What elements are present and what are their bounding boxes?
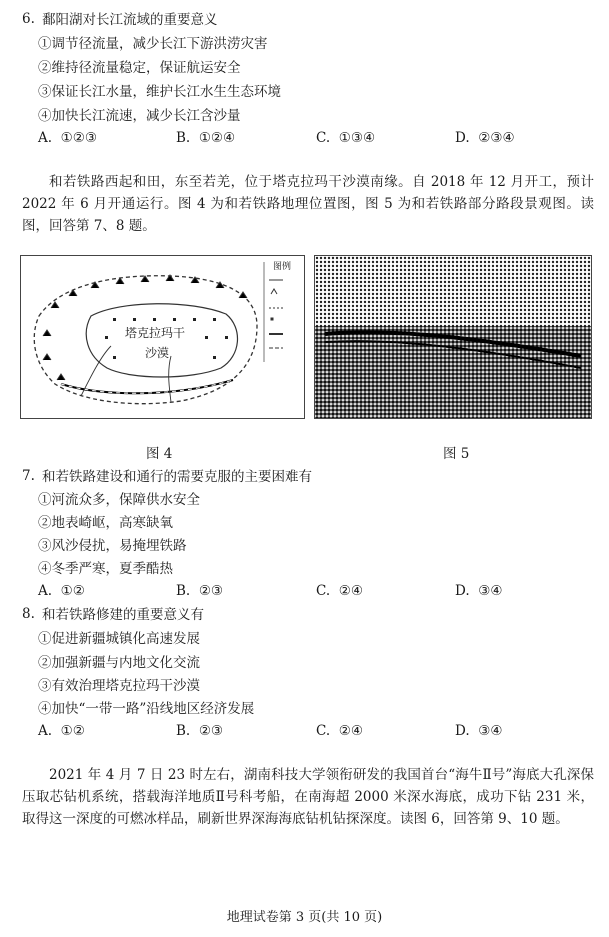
q8-item-2: ②加强新疆与内地文化交流	[38, 655, 200, 671]
q7-item-2: ②地表崎岖，高寒缺氧	[38, 515, 173, 531]
q7-item-1: ①河流众多，保障供水安全	[38, 492, 200, 508]
q8-option-b: B. ②③	[176, 723, 224, 739]
q6-number: 6.	[22, 11, 35, 27]
q6-item-1: ①调节径流量，减少长江下游洪涝灾害	[38, 36, 268, 52]
q6-item-2: ②维持径流量稳定，保证航运安全	[38, 60, 241, 76]
q7-stem: 和若铁路建设和通行的需要克服的主要困难有	[42, 469, 312, 485]
q6-item-4: ④加快长江流速，减少长江含沙量	[38, 108, 241, 124]
figure-4-caption: 图 4	[146, 446, 173, 462]
q6-option-d: D. ②③④	[455, 130, 515, 146]
q6-option-a: A. ①②③	[38, 130, 97, 146]
q8-item-3: ③有效治理塔克拉玛干沙漠	[38, 678, 200, 694]
q7-option-b: B. ②③	[176, 583, 224, 599]
q6-stem: 鄱阳湖对长江流域的重要意义	[42, 12, 218, 28]
q6-item-3: ③保证长江水量，维护长江水生生态环境	[38, 84, 281, 100]
passage-drilling	[22, 764, 594, 830]
q6-option-c: C. ①③④	[316, 130, 376, 146]
q8-number: 8.	[22, 606, 35, 622]
q7-item-3: ③风沙侵扰，易掩埋铁路	[38, 538, 187, 554]
q8-option-c: C. ②④	[316, 723, 363, 739]
figure-4-map	[20, 255, 305, 419]
map-label-desert-2: 沙漠	[145, 346, 170, 360]
figure-5-photo	[314, 255, 592, 419]
landscape-photo	[315, 256, 591, 418]
passage-drilling-text: 2021 年 4 月 7 日 23 时左右，湖南科技大学领衔研发的我国首台“海牛Ⅱ号”海底大孔深保压取芯钻机系统，搭载海洋地质Ⅱ号科考船，在南海超 2000 米深水海底，成功下钻 231 米，取得这一深度的可燃冰样品，刷新世界深海海底钻机钻探深度。读图 6，回答第 9、10 题。	[22, 767, 594, 827]
q8-item-4: ④加快“一带一路”沿线地区经济发展	[38, 701, 255, 717]
map-label-desert-1: 塔克拉玛干	[125, 326, 186, 340]
passage-railway	[22, 171, 594, 237]
page-footer: 地理试卷第 3 页(共 10 页)	[226, 910, 383, 925]
q8-item-1: ①促进新疆城镇化高速发展	[38, 631, 200, 647]
passage-railway-text: 和若铁路西起和田，东至若羌，位于塔克拉玛干沙漠南缘。自 2018 年 12 月开工，预计 2022 年 6 月开通运行。图 4 为和若铁路地理位置图，图 5 为和若铁路部分路段景观图。读图，回答第 7、8 题。	[22, 174, 594, 234]
q7-option-d: D. ③④	[455, 583, 503, 599]
map-legend-title: 图例	[273, 262, 292, 272]
q8-option-a: A. ①②	[38, 723, 85, 739]
q6-option-b: B. ①②④	[176, 130, 236, 146]
q7-number: 7.	[22, 468, 35, 484]
q8-stem: 和若铁路修建的重要意义有	[42, 607, 204, 623]
q8-option-d: D. ③④	[455, 723, 503, 739]
q7-item-4: ④冬季严寒，夏季酷热	[38, 561, 173, 577]
q7-option-a: A. ①②	[38, 583, 85, 599]
q7-option-c: C. ②④	[316, 583, 363, 599]
figure-5-caption: 图 5	[443, 446, 470, 462]
